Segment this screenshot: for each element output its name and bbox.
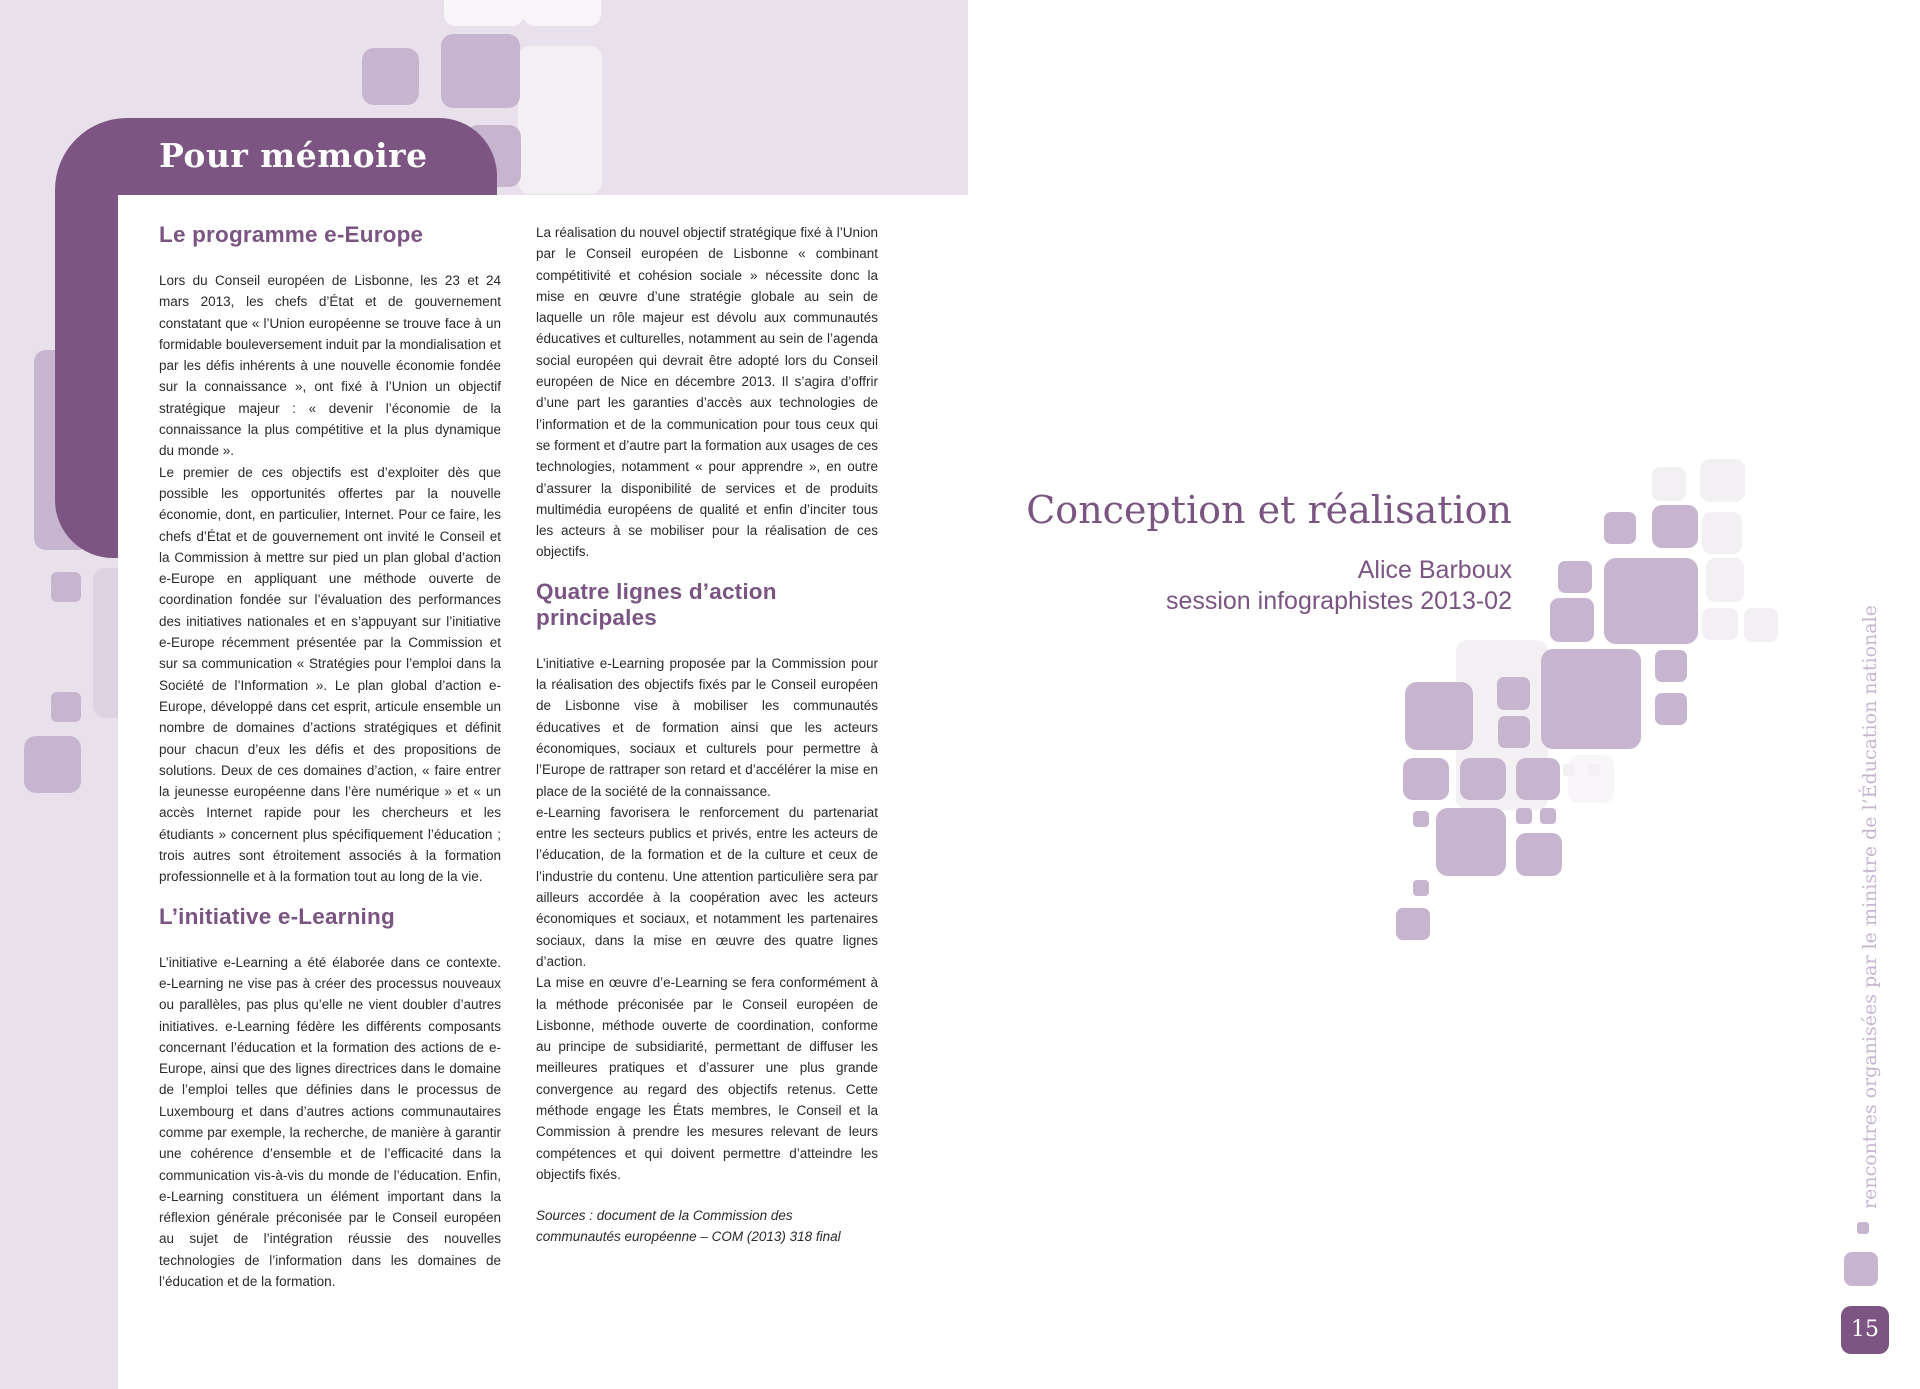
decor-square: [51, 692, 81, 722]
decor-square: [1516, 808, 1532, 824]
text-column-right: [536, 222, 878, 1248]
paragraph: L’initiative e-Learning proposée par la Commission pour la réalisation des objectifs fixés par le Conseil européen de Lisbonne vise à mobiliser les communautés éducatives et de formation ainsi que les acteurs économiques, sociaux et culturels pour permettre à l’Europe de rattraper son retard et d’accélérer la mise en place de la société de la connaissance.: [536, 655, 878, 799]
decor-square: [1403, 758, 1449, 800]
decor-square: [1655, 650, 1687, 682]
decor-square: [1744, 608, 1778, 642]
decor-square: [1588, 764, 1600, 776]
paragraph: e-Learning favorisera le renforcement du partenariat entre les secteurs publics et privés, entre les acteurs de l’éducation, de la formation et de la culture et ceux de l’industrie du contenu. Une attention particulière sera par ailleurs accordée à la coopération avec les acteurs économiques et sociaux, et notamment les partenaires sociaux, dans la mise en œuvre des quatre lignes d’action.: [536, 804, 878, 969]
credits-session: session infographistes 2013-02: [1165, 587, 1512, 615]
memo-title: Pour mémoire: [159, 136, 428, 175]
text-column-left: [159, 222, 501, 1292]
decor-square: [1460, 758, 1506, 800]
decor-square: [1652, 467, 1686, 501]
paragraph: La mise en œuvre d’e-Learning se fera conformément à la méthode préconisée par le Conseil européen de Lisbonne, méthode ouverte de coordination, conforme au principe de subsidiarité, permettant de diffuser les meilleures pratiques et d’assurer une plus grande convergence au regard des objectifs retenus. Cette méthode engage les États membres, le Conseil et la Commission à prendre les mesures relevant de leurs compétences et qui doivent permettre d’atteindre les objectifs fixés.: [536, 975, 878, 1182]
paragraph: Le premier de ces objectifs est d’exploiter dès que possible les opportunités offertes par la nouvelle économie, dont, en particulier, Internet. Pour ce faire, les chefs d’État et de gouvernement ont invité le Conseil et la Commission à mettre sur pied un plan global d’action e-Europe en appliquant une méthode ouverte de coordination fondée sur l’évaluation des performances des initiatives nationales et en s’appuyant sur l’initiative e-Europe récemment présentée par la Commission et sur sa communication « Stratégies pour l’emploi dans la Société de l’Information ». Le plan global d’action e-Europe, développé dans cet esprit, articule ensemble un nombre de domaines d’actions stratégiques et définit pour chacun d’eux les défis et des propositions de solutions. Deux de ces domaines d’action, « faire entrer la jeunesse européenne dans l’ère numérique » et « un accès Internet rapide pour les chercheurs et les étudiants » concernent plus spécifiquement l’éducation ; trois autres sont étroitement associés à la formation professionnelle et à la formation tout au long de la vie.: [159, 464, 501, 885]
decor-square: [1405, 682, 1473, 750]
decor-square: [1563, 764, 1575, 776]
decor-square: [1706, 558, 1744, 602]
decor-square: [1844, 1252, 1878, 1286]
paragraph: La réalisation du nouvel objectif stratégique fixé à l’Union par le Conseil européen de Lisbonne « combinant compétitivité et cohésion sociale » nécessite donc la mise en œuvre d’une stratégie globale au sein de laquelle un rôle majeur est dévolu aux communautés éducatives et culturelles, notamment au sein de l’agenda social européen qui devrait être adopté lors du Conseil européen de Nice en décembre 2013. Il s’agira d’offrir d’une part les garanties d’accès aux technologies de l’information et de la communication pour tous ceux qui se forment et d’autre part la formation aux usages de ces technologies, notamment « pour apprendre », en outre d’assurer la disponibilité de services et de produits multimédia européens de qualité et enfin d’inciter tous les acteurs à se mobiliser pour la réalisation de ces objectifs.: [536, 225, 878, 560]
decor-square: [444, 0, 524, 26]
sources-note: Sources : document de la Commission des communautés européenne – COM (2013) 318 final: [536, 1208, 841, 1245]
decor-square: [1413, 880, 1429, 896]
decor-square: [1652, 505, 1698, 548]
decor-square: [1497, 677, 1530, 710]
decor-square: [1516, 833, 1562, 876]
decor-square: [1541, 649, 1641, 749]
decor-square: [362, 48, 419, 105]
decor-square: [1413, 811, 1429, 827]
decor-square: [1700, 459, 1745, 502]
decor-square: [1516, 758, 1560, 800]
heading-eeurope: Le programme e-Europe: [159, 222, 424, 247]
decor-square: [1568, 755, 1614, 803]
decor-square: [1857, 1222, 1869, 1234]
decor-square: [1540, 808, 1556, 824]
decor-square: [523, 0, 601, 26]
decor-square: [1655, 693, 1687, 725]
decor-square: [1702, 512, 1742, 554]
decor-square: [1436, 808, 1506, 876]
decor-square: [24, 736, 81, 793]
decor-square: [1550, 598, 1594, 642]
page-number: 15: [1841, 1306, 1889, 1354]
decor-square: [518, 46, 602, 194]
decor-square: [1604, 558, 1698, 644]
credits-name: Alice Barboux: [1357, 556, 1512, 584]
decor-square: [1604, 512, 1636, 544]
decor-square: [1558, 561, 1592, 593]
sidebar-vertical-text: rencontres organisées par le ministre de l’Éducation nationale: [1859, 605, 1881, 1209]
decor-square: [1498, 716, 1530, 748]
heading-lignes: Quatre lignes d’action principales: [536, 578, 777, 630]
paragraph: Lors du Conseil européen de Lisbonne, les 23 et 24 mars 2013, les chefs d’État et de gouvernement constatant que « l’Union européenne se trouve face à un formidable bouleversement induit par la mondialisation et par les défis inhérents à une nouvelle économie fondée sur la connaissance », ont fixé à l’Union un objectif stratégique majeur : « devenir l’économie de la connaissance la plus compétitive et la plus dynamique du monde ».: [159, 273, 501, 459]
decor-square: [1396, 908, 1430, 940]
heading-elearning: L’initiative e-Learning: [159, 903, 395, 929]
decor-square: [441, 34, 520, 108]
decor-square: [1702, 608, 1738, 640]
paragraph: L’initiative e-Learning a été élaborée dans ce contexte. e-Learning ne vise pas à créer des processus nouveaux ou parallèles, pas plus qu’elle ne vient doubler d’autres initiatives. e-Learning fédère les différents composants concernant l’éducation et la formation des actions de e-Europe, ainsi que des lignes directrices dans le domaine de l’emploi telles que définies dans le processus de Luxembourg et dans d’autres actions communautaires comme par exemple, la recherche, de manière à garantir une cohérence d’ensemble et de l’efficacité dans la communication vis-à-vis du monde de l’éducation. Enfin, e-Learning constituera un élément important dans la réflexion générale préconisée par le Conseil européen au sujet de l’intégration réussie des nouvelles technologies de l’information dans les domaines de l’éducation et de la formation.: [159, 954, 501, 1290]
decor-square: [51, 572, 81, 602]
credits-title: Conception et réalisation: [1026, 488, 1512, 532]
